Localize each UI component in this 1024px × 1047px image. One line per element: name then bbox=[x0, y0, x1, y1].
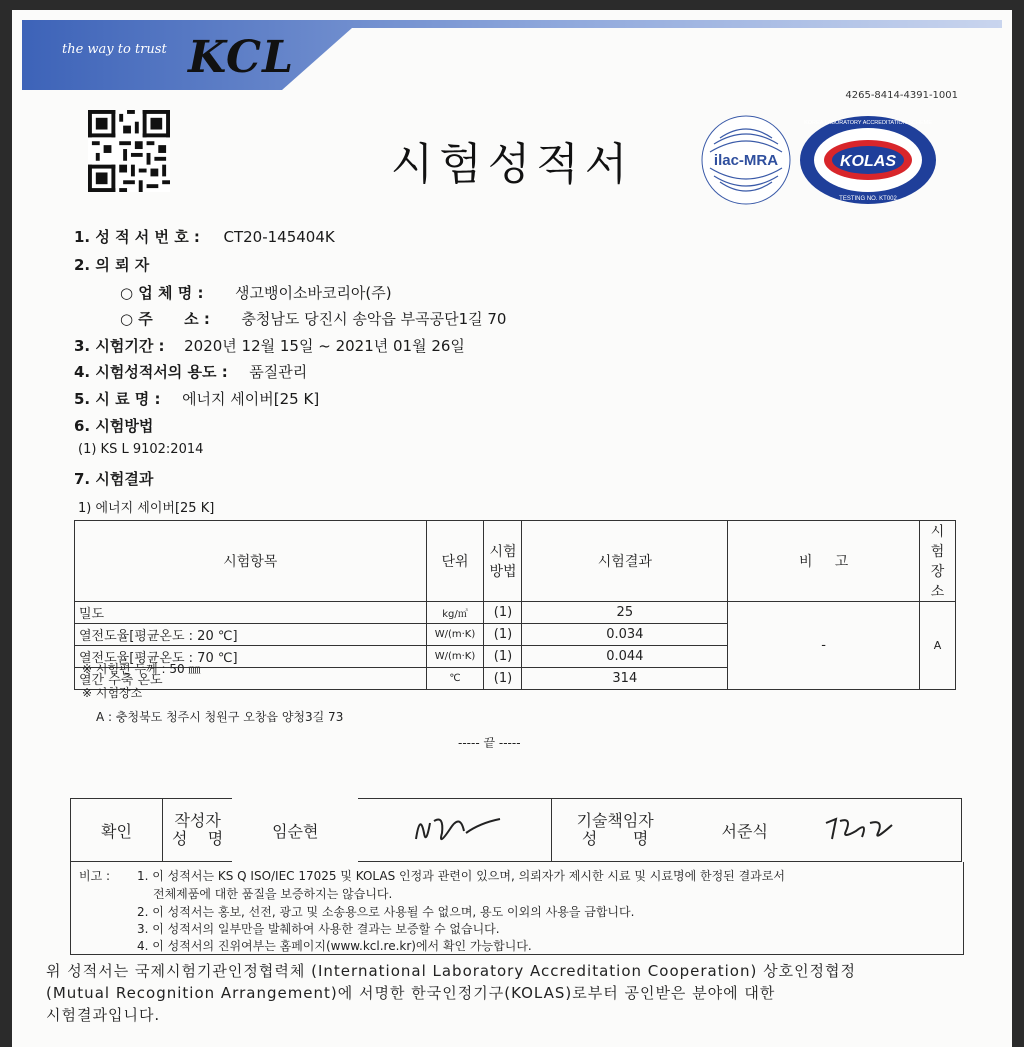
row-item: 열전도율[평균온도 : 20 ℃] bbox=[75, 624, 427, 646]
kcl-logo: KCL bbox=[188, 32, 295, 83]
kcl-banner bbox=[22, 20, 1002, 90]
field-label: 7. 시험결과 bbox=[74, 470, 154, 488]
field-sample-name bbox=[74, 388, 319, 409]
row-result: 314 bbox=[522, 668, 728, 690]
header-remark: 비 고 bbox=[728, 521, 920, 602]
field-label: 3. 시험기간 : bbox=[74, 337, 165, 355]
tech-signature bbox=[812, 799, 962, 862]
certificate-page bbox=[12, 10, 1012, 1047]
row-remark: - bbox=[728, 602, 920, 690]
header-method bbox=[484, 521, 522, 602]
ilac-mra-logo bbox=[700, 114, 792, 206]
row-unit: kg/㎥ bbox=[426, 602, 484, 624]
row-unit: W/(m·K) bbox=[426, 624, 484, 646]
signature-table bbox=[70, 798, 962, 862]
writer-signature-icon bbox=[408, 803, 508, 853]
row-method: (1) bbox=[484, 668, 522, 690]
remark-1a: 1. 이 성적서는 KS Q ISO/IEC 17025 및 KOLAS 인정과 관련이 있으며, 의뢰자가 제시한 시료 및 시료명에 한정된 결과로서 bbox=[137, 869, 785, 883]
field-label: 1. 성 적 서 번 호 : bbox=[74, 228, 200, 246]
tech-label-line1: 기술책임자 bbox=[576, 811, 654, 830]
field-value: 생고뱅이소바코리아(주) bbox=[235, 284, 392, 302]
tech-name: 서준식 bbox=[678, 799, 812, 862]
header-place bbox=[919, 521, 955, 602]
note-place-title: ※ 시험장소 bbox=[82, 686, 143, 700]
field-purpose bbox=[74, 361, 307, 382]
results-table bbox=[74, 520, 956, 690]
row-item: 열전도율[평균온도 : 70 ℃] bbox=[75, 646, 427, 668]
field-label: 4. 시험성적서의 용도 : bbox=[74, 363, 228, 381]
footer-line-3: 시험결과입니다. bbox=[46, 1006, 161, 1024]
writer-label-line1: 작성자 bbox=[174, 811, 221, 830]
footer-line-1: 위 성적서는 국제시험기관인정협력체 (International Laboratory Accreditation Cooperation) 상호인정협정 bbox=[46, 962, 857, 980]
slogan-text: the way to trust bbox=[62, 42, 167, 57]
footer-line-2: (Mutual Recognition Arrangement)에 서명한 한국인정기구(KOLAS)로부터 공인받은 분야에 대한 bbox=[46, 984, 776, 1002]
table-row bbox=[75, 602, 956, 624]
ilac-label: ilac-MRA bbox=[713, 152, 779, 169]
signature-row bbox=[71, 799, 962, 862]
field-value: 에너지 세이버[25 K] bbox=[182, 390, 320, 408]
field-label: 2. 의 뢰 자 bbox=[74, 256, 150, 274]
kolas-logo bbox=[796, 112, 940, 208]
row-unit: ℃ bbox=[426, 668, 484, 690]
header-method-line1: 시험 bbox=[489, 544, 517, 560]
header-method-line2: 방법 bbox=[489, 564, 517, 580]
field-value: 2020년 12월 15일 ~ 2021년 01월 26일 bbox=[184, 337, 465, 355]
row-result: 0.034 bbox=[522, 624, 728, 646]
remark-1b: 전체제품에 대한 품질을 보증하지는 않습니다. bbox=[153, 887, 393, 901]
row-method: (1) bbox=[484, 646, 522, 668]
writer-signature bbox=[358, 799, 552, 862]
field-address bbox=[120, 308, 506, 329]
header-unit: 단위 bbox=[426, 521, 484, 602]
remark-2: 2. 이 성적서는 홍보, 선전, 광고 및 소송용으로 사용될 수 없으며, 용도 이외의 사용을 금합니다. bbox=[137, 905, 635, 919]
row-place: A bbox=[919, 602, 955, 690]
field-company-name bbox=[120, 282, 392, 303]
confirm-label: 확인 bbox=[71, 799, 163, 862]
tech-signature-icon bbox=[822, 809, 912, 849]
row-result: 25 bbox=[522, 602, 728, 624]
field-value: CT20-145404K bbox=[223, 228, 335, 246]
field-label: ○ 업 체 명 : bbox=[120, 284, 204, 302]
page-title: 시험성적서 bbox=[390, 139, 634, 190]
writer-name: 임순현 bbox=[272, 821, 319, 841]
field-label: ○ 주 소 : bbox=[120, 310, 210, 328]
header-item: 시험항목 bbox=[75, 521, 427, 602]
table-header-row bbox=[75, 521, 956, 602]
field-value: 품질관리 bbox=[249, 363, 308, 381]
row-result: 0.044 bbox=[522, 646, 728, 668]
field-label: 6. 시험방법 bbox=[74, 417, 154, 435]
row-method: (1) bbox=[484, 624, 522, 646]
note-thickness: ※ 시험편 두께 : 50 ㎜ bbox=[82, 662, 201, 676]
tech-label-line2: 성 명 bbox=[581, 829, 649, 848]
kolas-ring-text: KOREA LABORATORY ACCREDITATION SCHEME bbox=[804, 120, 932, 126]
row-item: 밀도 bbox=[75, 602, 427, 624]
note-place-detail: A : 충청북도 청주시 청원구 오창읍 양청3길 73 bbox=[96, 710, 344, 724]
field-test-results bbox=[74, 468, 153, 489]
test-method-value: (1) KS L 9102:2014 bbox=[78, 442, 204, 457]
row-item: 열간 수축 온도 bbox=[75, 668, 427, 690]
field-client bbox=[74, 254, 149, 275]
accreditation-footer bbox=[46, 960, 856, 1026]
kolas-testing-no: TESTING NO. KT002 bbox=[839, 196, 897, 202]
document-number: 4265-8414-4391-1001 bbox=[845, 90, 958, 101]
field-label: 5. 시 료 명 : bbox=[74, 390, 161, 408]
remark-3: 3. 이 성적서의 일부만을 발췌하여 사용한 결과는 보증할 수 없습니다. bbox=[137, 922, 500, 936]
header-result: 시험결과 bbox=[522, 521, 728, 602]
row-unit: W/(m·K) bbox=[426, 646, 484, 668]
remarks-label: 비고 : bbox=[79, 869, 111, 883]
kolas-label: KOLAS bbox=[840, 153, 896, 170]
field-test-period bbox=[74, 335, 465, 356]
header-place-line1: 시험 bbox=[930, 524, 945, 560]
remarks-box bbox=[70, 862, 964, 955]
results-subtitle: 1) 에너지 세이버[25 K] bbox=[78, 501, 215, 516]
writer-label-line2: 성 명 bbox=[171, 829, 224, 848]
row-method: (1) bbox=[484, 602, 522, 624]
banner-shape bbox=[22, 20, 1002, 90]
field-report-number bbox=[74, 226, 335, 247]
end-mark: ----- 끝 ----- bbox=[458, 736, 521, 750]
tech-label bbox=[552, 799, 678, 862]
writer-label bbox=[162, 799, 232, 862]
header-place-line2: 장소 bbox=[930, 564, 945, 600]
field-value: 충청남도 당진시 송악읍 부곡공단1길 70 bbox=[241, 310, 507, 328]
field-test-method bbox=[74, 415, 153, 436]
remark-4: 4. 이 성적서의 진위여부는 홈페이지(www.kcl.re.kr)에서 확인 가능합니다. bbox=[137, 939, 532, 953]
